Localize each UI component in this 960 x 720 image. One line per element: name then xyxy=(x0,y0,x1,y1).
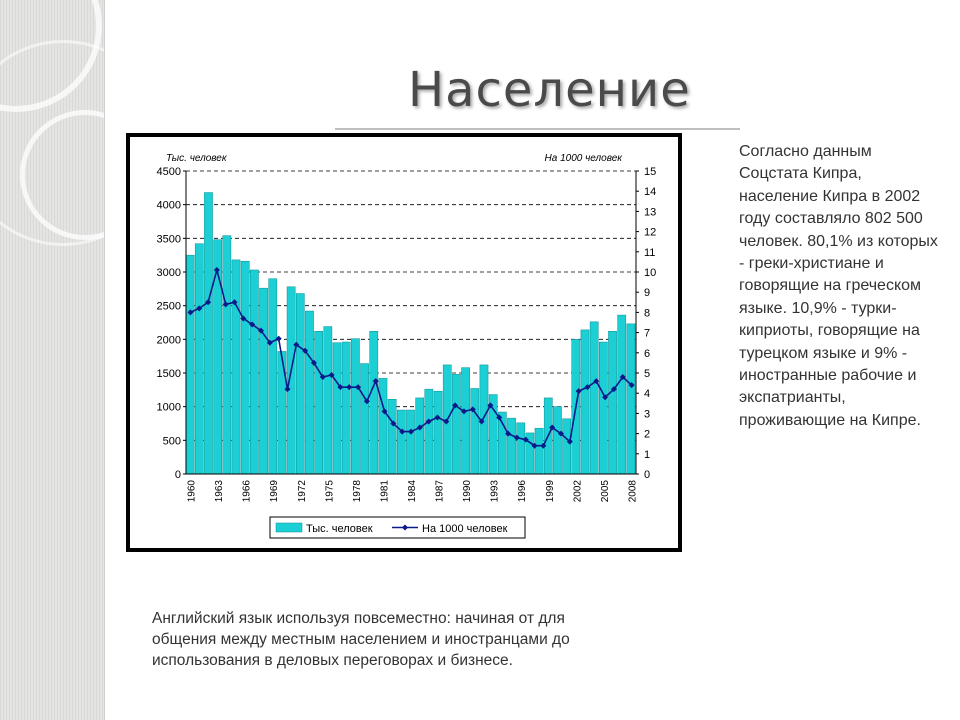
bar xyxy=(434,391,442,474)
x-tick-label: 1963 xyxy=(214,480,226,503)
left-tick-label: 500 xyxy=(162,435,181,448)
bar xyxy=(517,423,525,474)
left-tick-label: 2500 xyxy=(156,300,181,313)
x-tick-label: 2008 xyxy=(627,480,639,503)
bar xyxy=(608,331,616,474)
x-tick-label: 2005 xyxy=(599,480,611,503)
right-tick-label: 3 xyxy=(644,408,651,421)
chart-legend xyxy=(270,517,525,538)
x-tick-label: 1981 xyxy=(379,480,391,503)
bar xyxy=(324,327,332,474)
right-tick-label: 11 xyxy=(644,246,656,259)
population-chart xyxy=(126,133,682,552)
legend-bar-swatch xyxy=(276,523,302,532)
bar xyxy=(333,343,341,474)
bar xyxy=(370,331,378,474)
bar xyxy=(195,244,203,474)
right-tick-label: 4 xyxy=(644,388,651,401)
left-tick-label: 1000 xyxy=(156,401,181,414)
right-tick-label: 0 xyxy=(644,469,651,481)
bar xyxy=(553,407,561,474)
x-tick-label: 1984 xyxy=(407,480,418,503)
bar xyxy=(406,410,414,474)
bar xyxy=(342,342,350,474)
x-tick-label: 1996 xyxy=(517,480,529,503)
left-tick-label: 2000 xyxy=(156,334,181,347)
bar xyxy=(416,398,424,474)
population-description: Согласно данным Соцстата Кипра, население Кипра в 2002 году составляло 802 500 человек. 80,1% из которых - греки-христиане и говорящие на греческом языке. 10,9% - турки-киприоты, говорящие на турецком языке и 9% - иностранные рабочие и экспатрианты, проживающие на Кипре. xyxy=(739,143,938,429)
side-divider xyxy=(104,0,105,720)
language-note: Английский язык используя повсеместно: начиная от для общения между местным населением и иностранцами до использования в деловых переговорах и бизнесе. xyxy=(152,610,570,669)
bar xyxy=(627,324,635,474)
bar xyxy=(535,428,543,474)
right-tick-label: 6 xyxy=(644,347,651,360)
right-tick-label: 2 xyxy=(644,428,651,441)
bar xyxy=(397,410,405,474)
bar xyxy=(452,374,460,474)
right-tick-label: 14 xyxy=(644,186,657,199)
right-tick-label: 7 xyxy=(644,327,651,340)
bar xyxy=(388,399,396,474)
decorative-side-strip xyxy=(0,0,104,720)
bar xyxy=(232,260,240,474)
x-tick-label: 1990 xyxy=(462,480,474,503)
bar xyxy=(599,342,607,474)
x-tick-label: 1987 xyxy=(434,480,446,503)
right-tick-label: 12 xyxy=(644,226,657,239)
x-tick-label: 1993 xyxy=(489,480,501,503)
bar xyxy=(462,368,470,474)
x-tick-label: 1969 xyxy=(269,480,281,503)
left-tick-label: 0 xyxy=(174,469,181,481)
left-tick-label: 3000 xyxy=(156,267,181,279)
bar xyxy=(563,419,571,474)
right-tick-label: 8 xyxy=(644,307,651,320)
bar xyxy=(360,364,368,474)
left-tick-label: 4000 xyxy=(156,199,181,212)
bar xyxy=(186,255,194,474)
legend-bar-label: Тыс. человек xyxy=(306,523,373,535)
bar xyxy=(296,294,304,474)
right-tick-label: 9 xyxy=(644,287,651,300)
bar xyxy=(498,412,506,474)
title-underline xyxy=(335,128,740,130)
right-tick-label: 5 xyxy=(644,368,651,380)
bar xyxy=(241,261,249,474)
left-tick-label: 1500 xyxy=(156,368,181,380)
x-tick-label: 1975 xyxy=(324,480,336,503)
x-tick-label: 1960 xyxy=(186,480,198,503)
right-tick-label: 15 xyxy=(644,166,657,178)
bar xyxy=(223,236,231,474)
bar xyxy=(471,388,479,474)
legend-line-label: На 1000 человек xyxy=(422,523,508,535)
slide-title: Население xyxy=(408,62,691,118)
bar xyxy=(287,287,295,474)
x-tick-label: 1978 xyxy=(351,480,363,503)
bar xyxy=(618,315,626,474)
right-tick-label: 10 xyxy=(644,267,657,279)
right-tick-label: 13 xyxy=(644,206,657,219)
bar xyxy=(379,378,387,474)
bar xyxy=(259,288,267,474)
right-tick-label: 1 xyxy=(644,448,651,461)
right-axis-label: На 1000 человек xyxy=(544,153,622,164)
left-tick-label: 4500 xyxy=(156,166,181,178)
chart-canvas xyxy=(130,137,678,548)
left-axis-label: Тыс. человек xyxy=(166,153,227,164)
bar xyxy=(351,339,359,474)
bar xyxy=(581,330,589,474)
bar xyxy=(425,389,433,474)
left-tick-label: 3500 xyxy=(156,233,181,246)
x-tick-label: 1999 xyxy=(544,480,556,503)
x-tick-label: 1972 xyxy=(296,480,308,503)
bar xyxy=(269,279,277,474)
bar xyxy=(507,418,515,474)
bar xyxy=(204,193,212,474)
bar xyxy=(250,270,258,474)
x-tick-label: 2002 xyxy=(572,480,584,503)
x-tick-label: 1966 xyxy=(241,480,253,503)
bar xyxy=(590,322,598,474)
bar xyxy=(315,331,323,474)
bar xyxy=(305,311,313,474)
